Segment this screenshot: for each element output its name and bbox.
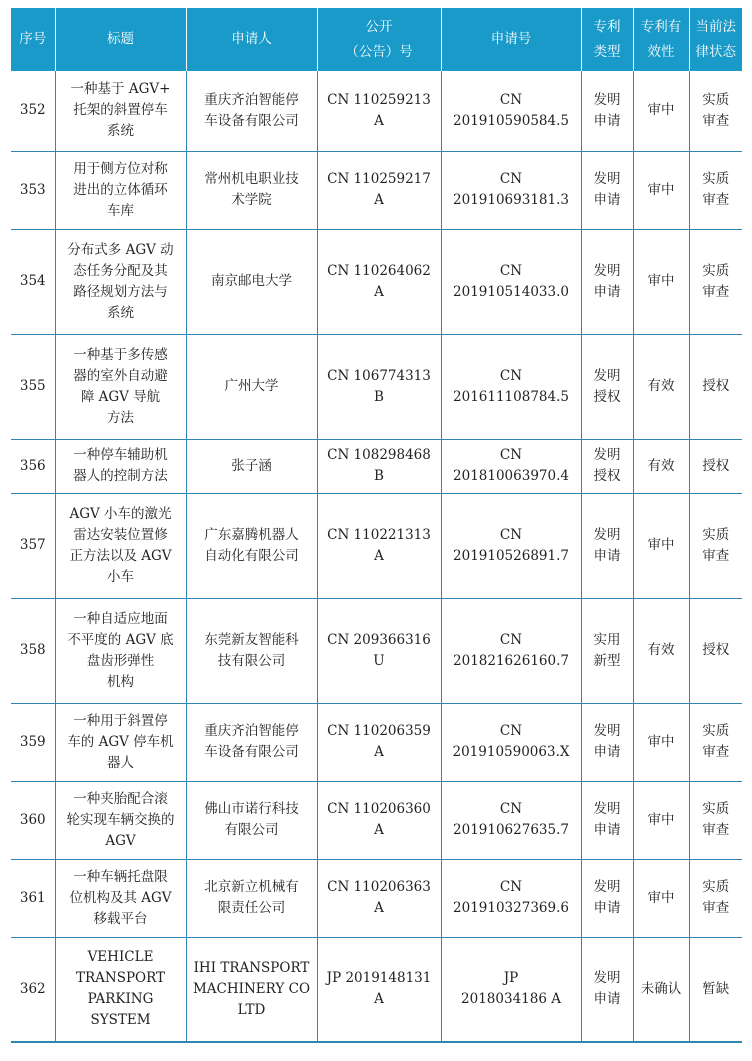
cell-applicant-line: 有限公司 xyxy=(224,822,279,838)
table-header xyxy=(11,8,742,71)
cell-status-line: 审查 xyxy=(702,192,730,208)
cell-status xyxy=(689,598,742,703)
cell-title xyxy=(55,781,186,859)
cell-title-line: SYSTEM xyxy=(90,1012,151,1029)
cell-validity: 有效 xyxy=(633,439,689,493)
cell-applicant-line: 重庆齐泊智能停 xyxy=(204,723,299,739)
cell-status xyxy=(689,71,742,151)
cell-validity: 审中 xyxy=(633,229,689,334)
cell-app-no-line: 201910327369.6 xyxy=(453,900,569,916)
cell-applicant xyxy=(186,229,317,334)
cell-pub-no: CN 110259217 A xyxy=(317,151,441,229)
cell-type-line: 发明 xyxy=(593,801,621,817)
cell-index: 355 xyxy=(11,334,55,439)
table-row xyxy=(11,937,742,1042)
cell-app-no xyxy=(441,781,581,859)
cell-status-line: 审查 xyxy=(702,283,730,300)
cell-app-no-line: CN xyxy=(499,879,523,895)
table-row xyxy=(11,703,742,781)
cell-app-no-line: 201910590063.X xyxy=(452,744,570,760)
cell-title-line: 系统 xyxy=(107,304,134,321)
cell-app-no xyxy=(441,229,581,334)
cell-index: 353 xyxy=(11,151,55,229)
cell-type xyxy=(581,598,633,703)
cell-status-line: 审查 xyxy=(702,900,730,916)
cell-index: 359 xyxy=(11,703,55,781)
cell-app-no-line: 201910590584.5 xyxy=(453,112,569,129)
cell-type xyxy=(581,859,633,937)
cell-app-no-line: CN xyxy=(499,367,523,384)
cell-status-line: 实质 xyxy=(702,526,730,543)
cell-pub-no: CN 108298468 B xyxy=(317,439,441,493)
cell-title-line: 小车 xyxy=(107,568,134,585)
cell-index: 354 xyxy=(11,229,55,334)
cell-index: 358 xyxy=(11,598,55,703)
cell-status-line: 实质 xyxy=(702,879,730,895)
cell-title xyxy=(55,493,186,598)
cell-applicant-line: 常州机电职业技 xyxy=(204,171,299,187)
cell-title-line: 方法 xyxy=(107,409,134,426)
cell-validity: 审中 xyxy=(633,151,689,229)
cell-app-no-line: 201821626160.7 xyxy=(453,652,569,669)
cell-status-line: 暂缺 xyxy=(702,980,730,997)
cell-validity: 未确认 xyxy=(633,937,689,1042)
cell-title-line: TRANSPORT xyxy=(75,970,166,987)
cell-applicant-line: 自动化有限公司 xyxy=(204,547,299,564)
cell-app-no xyxy=(441,598,581,703)
col-header-status: 当前法 律状态 xyxy=(689,8,742,71)
cell-app-no xyxy=(441,859,581,937)
cell-app-no xyxy=(441,71,581,151)
cell-type-line: 申请 xyxy=(593,822,621,838)
cell-pub-no: CN 110221313 A xyxy=(317,493,441,598)
cell-app-no-line: CN xyxy=(499,262,523,279)
table-row xyxy=(11,439,742,493)
cell-type xyxy=(581,703,633,781)
cell-pub-no: JP 2019148131 A xyxy=(317,937,441,1042)
cell-title-line: 不平度的 AGV 底 xyxy=(67,631,174,648)
cell-title-line: AGV xyxy=(105,832,136,849)
cell-title-line: 一种基于 AGV+ xyxy=(70,81,171,98)
cell-title xyxy=(55,229,186,334)
cell-app-no xyxy=(441,493,581,598)
cell-validity: 有效 xyxy=(633,598,689,703)
cell-status xyxy=(689,859,742,937)
cell-index: 357 xyxy=(11,493,55,598)
cell-status xyxy=(689,439,742,493)
cell-type-line: 授权 xyxy=(593,468,621,484)
cell-status xyxy=(689,493,742,598)
cell-validity: 审中 xyxy=(633,493,689,598)
cell-applicant xyxy=(186,71,317,151)
cell-title-line: 盘齿形弹性 xyxy=(86,652,155,669)
cell-type-line: 发明 xyxy=(593,367,621,384)
cell-type-line: 发明 xyxy=(593,723,621,739)
col-header-index: 序号 xyxy=(11,8,55,71)
cell-title-line: 车库 xyxy=(107,202,134,219)
col-header-applicant: 申请人 xyxy=(186,8,317,71)
cell-applicant-line: 限责任公司 xyxy=(217,900,286,916)
cell-title-line: 器人的控制方法 xyxy=(73,468,168,484)
cell-validity: 审中 xyxy=(633,703,689,781)
cell-type xyxy=(581,334,633,439)
cell-app-no-line: CN xyxy=(499,171,523,187)
cell-title-line: AGV 小车的激光 xyxy=(69,505,172,522)
cell-pub-no: CN 110259213 A xyxy=(317,71,441,151)
cell-pub-no: CN 110264062 A xyxy=(317,229,441,334)
cell-type-line: 申请 xyxy=(593,192,621,208)
cell-title-line: VEHICLE xyxy=(87,949,154,966)
cell-title-line: 轮实现车辆交换的 xyxy=(66,811,175,828)
cell-status xyxy=(689,229,742,334)
cell-app-no-line: 201810063970.4 xyxy=(453,468,569,484)
cell-applicant-line: 技有限公司 xyxy=(217,652,286,669)
cell-status-line: 实质 xyxy=(702,723,730,739)
cell-type-line: 新型 xyxy=(593,652,621,669)
table-row xyxy=(11,229,742,334)
cell-type-line: 发明 xyxy=(593,970,621,987)
col-header-app-no: 申请号 xyxy=(441,8,581,71)
cell-validity: 审中 xyxy=(633,71,689,151)
cell-status-line: 实质 xyxy=(702,262,730,279)
cell-status-line: 授权 xyxy=(702,378,730,394)
cell-applicant-line: 佛山市诺行科技 xyxy=(204,801,299,817)
cell-applicant xyxy=(186,151,317,229)
cell-type xyxy=(581,439,633,493)
cell-type xyxy=(581,493,633,598)
cell-title-line: 雷达安装位置修 xyxy=(73,526,168,543)
cell-status-line: 审查 xyxy=(702,112,730,129)
cell-status-line: 实质 xyxy=(702,171,730,187)
cell-type-line: 申请 xyxy=(593,283,621,300)
cell-pub-no: CN 110206359 A xyxy=(317,703,441,781)
cell-title xyxy=(55,151,186,229)
cell-app-no-line: CN xyxy=(499,631,523,648)
cell-validity: 审中 xyxy=(633,781,689,859)
cell-type-line: 申请 xyxy=(593,991,621,1008)
cell-type-line: 授权 xyxy=(593,388,621,405)
cell-app-no xyxy=(441,439,581,493)
cell-type xyxy=(581,937,633,1042)
cell-status-line: 实质 xyxy=(702,801,730,817)
cell-type-line: 申请 xyxy=(593,547,621,564)
cell-title-line: 一种基于多传感 xyxy=(73,346,168,363)
cell-type-line: 发明 xyxy=(593,879,621,895)
cell-title xyxy=(55,71,186,151)
cell-applicant xyxy=(186,703,317,781)
cell-index: 356 xyxy=(11,439,55,493)
cell-validity: 有效 xyxy=(633,334,689,439)
cell-type-line: 发明 xyxy=(593,91,621,108)
cell-applicant-line: 南京邮电大学 xyxy=(211,273,292,289)
cell-applicant-line: MACHINERY CO xyxy=(192,980,311,997)
cell-status xyxy=(689,781,742,859)
cell-title-line: 位机构及其 AGV xyxy=(69,889,172,906)
cell-status xyxy=(689,334,742,439)
cell-title-line: 一种自适应地面 xyxy=(73,610,168,627)
cell-title xyxy=(55,598,186,703)
table-body xyxy=(11,71,742,1042)
cell-status xyxy=(689,937,742,1042)
cell-title xyxy=(55,859,186,937)
cell-status-line: 审查 xyxy=(702,547,730,564)
cell-title xyxy=(55,703,186,781)
cell-applicant-line: 车设备有限公司 xyxy=(204,744,299,760)
cell-applicant xyxy=(186,937,317,1042)
cell-app-no-line: CN xyxy=(499,91,523,108)
cell-type xyxy=(581,71,633,151)
cell-applicant-line: 术学院 xyxy=(231,192,272,208)
cell-applicant xyxy=(186,439,317,493)
cell-title-line: 移载平台 xyxy=(93,910,148,927)
cell-pub-no: CN 106774313 B xyxy=(317,334,441,439)
cell-applicant-line: 重庆齐泊智能停 xyxy=(204,91,299,108)
cell-type-line: 申请 xyxy=(593,744,621,760)
cell-app-no-line: CN xyxy=(499,801,523,817)
cell-applicant xyxy=(186,859,317,937)
cell-title-line: 托架的斜置停车 xyxy=(73,102,168,119)
cell-type-line: 发明 xyxy=(593,447,621,463)
cell-status-line: 授权 xyxy=(702,457,730,474)
col-header-pub-no: 公开 （公告）号 xyxy=(317,8,441,71)
cell-type-line: 发明 xyxy=(593,171,621,187)
cell-app-no-line: 201910514033.0 xyxy=(453,283,569,300)
table-row xyxy=(11,859,742,937)
cell-validity: 审中 xyxy=(633,859,689,937)
table-row xyxy=(11,71,742,151)
cell-index: 360 xyxy=(11,781,55,859)
cell-applicant-line: 东莞新友智能科 xyxy=(204,631,299,648)
cell-title-line: 机构 xyxy=(107,673,134,690)
col-header-type: 专利 类型 xyxy=(581,8,633,71)
cell-title-line: 系统 xyxy=(107,123,134,140)
cell-app-no-line: CN xyxy=(499,526,523,543)
cell-applicant-line: 张子涵 xyxy=(231,457,272,474)
table-row xyxy=(11,493,742,598)
cell-app-no-line: 2018034186 A xyxy=(461,991,561,1008)
cell-type xyxy=(581,229,633,334)
cell-app-no xyxy=(441,937,581,1042)
cell-title-line: 态任务分配及其 xyxy=(73,262,168,279)
table-row xyxy=(11,151,742,229)
cell-title-line: 用于侧方位对称 xyxy=(73,160,168,177)
table-row xyxy=(11,781,742,859)
cell-type xyxy=(581,151,633,229)
cell-title-line: 器人 xyxy=(107,754,134,771)
cell-type-line: 发明 xyxy=(593,262,621,279)
cell-applicant-line: 广州大学 xyxy=(224,378,279,394)
cell-app-no-line: JP xyxy=(503,970,519,987)
cell-app-no-line: 201910627635.7 xyxy=(453,822,569,838)
cell-status xyxy=(689,703,742,781)
cell-title-line: 一种车辆托盘限 xyxy=(73,868,168,885)
cell-app-no-line: 201611108784.5 xyxy=(453,388,569,405)
col-header-validity: 专利有 效性 xyxy=(633,8,689,71)
cell-applicant-line: 北京新立机械有 xyxy=(204,879,299,895)
cell-title xyxy=(55,334,186,439)
cell-pub-no: CN 110206363 A xyxy=(317,859,441,937)
cell-index: 352 xyxy=(11,71,55,151)
cell-status-line: 实质 xyxy=(702,91,730,108)
cell-app-no-line: CN xyxy=(499,447,523,463)
cell-status-line: 授权 xyxy=(702,642,730,658)
cell-status-line: 审查 xyxy=(702,822,730,838)
cell-status xyxy=(689,151,742,229)
cell-index: 362 xyxy=(11,937,55,1042)
cell-app-no-line: CN xyxy=(499,723,523,739)
cell-type xyxy=(581,781,633,859)
cell-applicant xyxy=(186,598,317,703)
cell-app-no-line: 201910693181.3 xyxy=(453,192,569,208)
cell-applicant-line: IHI TRANSPORT xyxy=(193,959,310,976)
cell-index: 361 xyxy=(11,859,55,937)
cell-title-line: 分布式多 AGV 动 xyxy=(67,241,174,258)
cell-status-line: 审查 xyxy=(702,744,730,760)
cell-app-no xyxy=(441,334,581,439)
cell-applicant xyxy=(186,334,317,439)
cell-pub-no: CN 110206360 A xyxy=(317,781,441,859)
cell-title xyxy=(55,937,186,1042)
cell-type-line: 申请 xyxy=(593,112,621,129)
cell-type-line: 实用 xyxy=(593,631,621,648)
cell-title-line: 一种停车辅助机 xyxy=(73,447,168,463)
cell-app-no-line: 201910526891.7 xyxy=(453,547,569,564)
table-row xyxy=(11,334,742,439)
cell-title-line: 正方法以及 AGV xyxy=(69,547,172,564)
cell-title-line: 进出的立体循环 xyxy=(73,181,168,198)
cell-title-line: 障 AGV 导航 xyxy=(80,388,161,405)
cell-app-no xyxy=(441,703,581,781)
table-row xyxy=(11,598,742,703)
cell-title-line: 一种夹胎配合滚 xyxy=(73,790,168,807)
cell-applicant-line: LTD xyxy=(237,1001,266,1018)
cell-title-line: 车的 AGV 停车机 xyxy=(67,733,174,750)
cell-title-line: 路径规划方法与 xyxy=(73,283,168,300)
cell-applicant-line: 车设备有限公司 xyxy=(204,112,299,129)
cell-type-line: 发明 xyxy=(593,526,621,543)
cell-type-line: 申请 xyxy=(593,900,621,916)
cell-pub-no: CN 209366316 U xyxy=(317,598,441,703)
cell-app-no xyxy=(441,151,581,229)
cell-title-line: 器的室外自动避 xyxy=(73,367,168,384)
cell-title-line: PARKING xyxy=(87,991,154,1008)
col-header-title: 标题 xyxy=(55,8,186,71)
patent-table xyxy=(11,8,742,1043)
cell-applicant xyxy=(186,781,317,859)
cell-applicant xyxy=(186,493,317,598)
cell-title xyxy=(55,439,186,493)
cell-title-line: 一种用于斜置停 xyxy=(73,712,168,729)
cell-applicant-line: 广东嘉腾机器人 xyxy=(204,526,299,543)
